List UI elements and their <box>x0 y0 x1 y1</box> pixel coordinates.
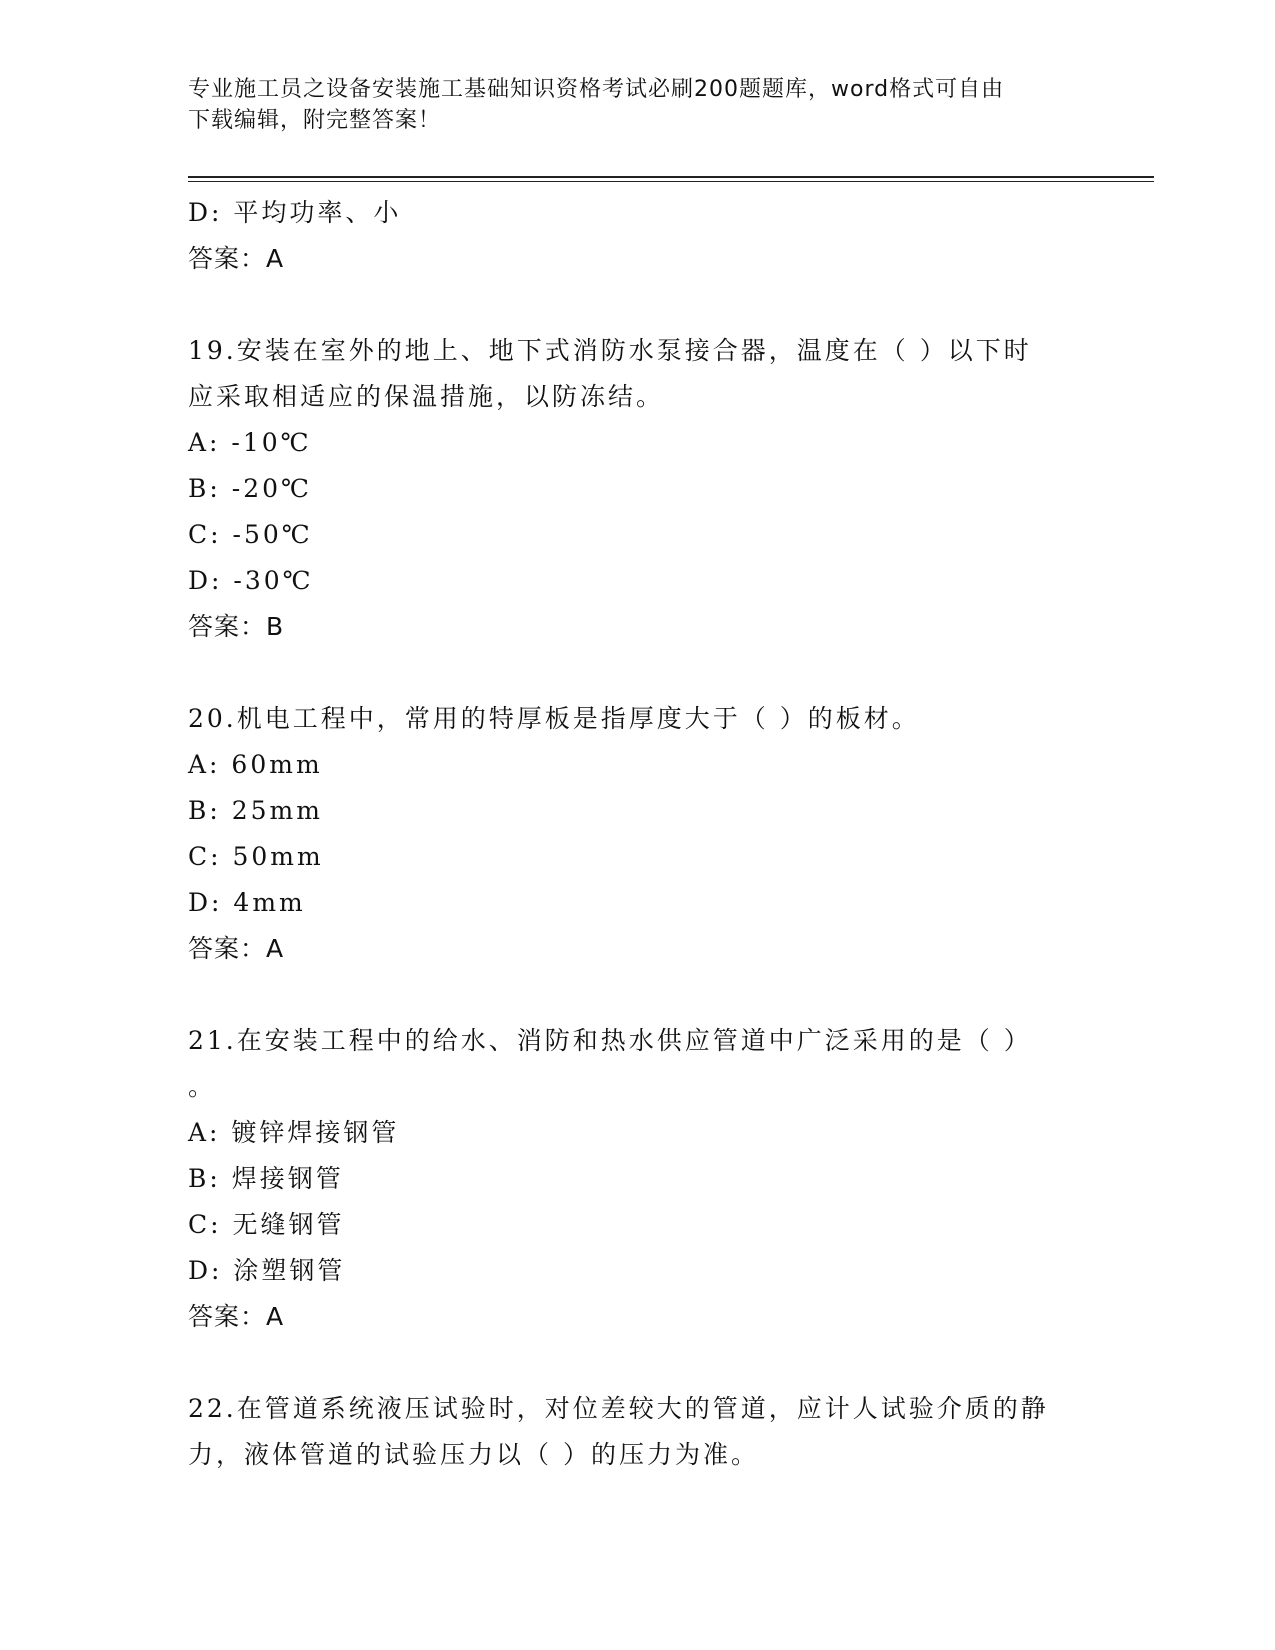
option-c: C: -50℃ <box>188 520 313 549</box>
option-d: D: 4mm <box>188 888 306 917</box>
option-b: B: 焊接钢管 <box>188 1164 344 1193</box>
spacer <box>188 650 1088 696</box>
option-a: A: 镀锌焊接钢管 <box>188 1118 400 1147</box>
option-a: A: 60mm <box>188 750 323 779</box>
question-text: 22.在管道系统液压试验时，对位差较大的管道，应计人试验介质的静 <box>188 1394 1049 1423</box>
option-c: C: 无缝钢管 <box>188 1210 345 1239</box>
option-d: D: -30℃ <box>188 566 314 595</box>
question-20 <box>188 696 1088 972</box>
option-b: B: -20℃ <box>188 474 312 503</box>
spacer <box>188 972 1088 1018</box>
prev-option-d: D: 平均功率、小 <box>188 198 402 227</box>
header-rule-thin <box>188 181 1154 182</box>
option-b: B: 25mm <box>188 796 323 825</box>
document-body <box>188 190 1088 1478</box>
prev-answer: 答案：A <box>188 244 285 273</box>
question-text: 力，液体管道的试验压力以（ ）的压力为准。 <box>188 1440 759 1469</box>
question-text: 。 <box>188 1072 217 1101</box>
option-d: D: 涂塑钢管 <box>188 1256 346 1285</box>
question-text: 19.安装在室外的地上、地下式消防水泵接合器，温度在（ ）以下时 <box>188 336 1032 365</box>
option-c: C: 50mm <box>188 842 324 871</box>
spacer <box>188 282 1088 328</box>
question-text: 21.在安装工程中的给水、消防和热水供应管道中广泛采用的是（ ） <box>188 1026 1032 1055</box>
spacer <box>188 1340 1088 1386</box>
document-header <box>188 74 1088 136</box>
question-text: 应采取相适应的保温措施，以防冻结。 <box>188 382 665 411</box>
answer: 答案：A <box>188 1302 285 1331</box>
question-21 <box>188 1018 1088 1340</box>
header-line-2: 下载编辑，附完整答案！ <box>188 108 442 133</box>
header-rule-thick <box>188 176 1154 178</box>
question-22 <box>188 1386 1088 1478</box>
answer: 答案：A <box>188 934 285 963</box>
question-text: 20.机电工程中，常用的特厚板是指厚度大于（ ）的板材。 <box>188 704 920 733</box>
question-19 <box>188 328 1088 650</box>
header-line-1: 专业施工员之设备安装施工基础知识资格考试必刷200题题库，word格式可自由 <box>188 77 1005 102</box>
answer: 答案：B <box>188 612 285 641</box>
option-a: A: -10℃ <box>188 428 312 457</box>
